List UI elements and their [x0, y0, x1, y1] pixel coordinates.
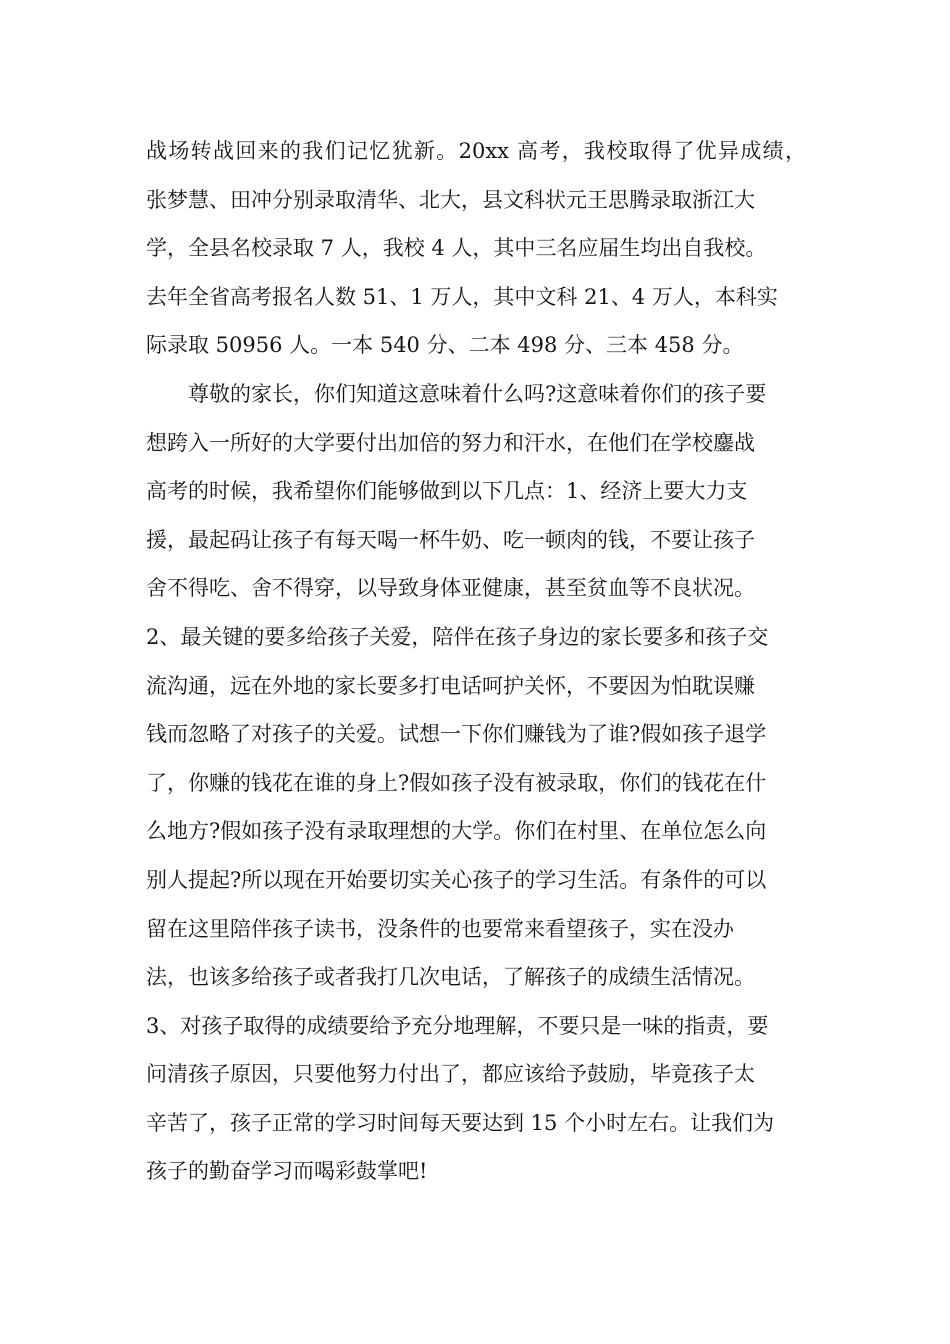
- text-line: 际录取 50956 人。一本 540 分、二本 498 分、三本 458 分。: [146, 333, 744, 358]
- text-line: 去年全省高考报名人数 51、1 万人，其中文科 21、4 万人，本科实: [146, 284, 778, 309]
- text-line: 尊敬的家长，你们知道这意味着什么吗?这意味着你们的孩子要: [146, 381, 767, 406]
- document-body: [146, 131, 806, 1200]
- text-line: 孩子的勤奋学习而喝彩鼓掌吧!: [146, 1159, 428, 1184]
- text-line: 想跨入一所好的大学要付出加倍的努力和汗水，在他们在学校鏖战: [146, 430, 755, 455]
- text-line: 高考的时候，我希望你们能够做到以下几点：1、经济上要大力支: [146, 479, 748, 504]
- text-line: 了，你赚的钱花在谁的身上?假如孩子没有被录取，你们的钱花在什: [146, 770, 767, 795]
- text-line: 张梦慧、田冲分别录取清华、北大，县文科状元王思腾录取浙江大: [146, 187, 755, 212]
- text-line: 法，也该多给孩子或者我打几次电话，了解孩子的成绩生活情况。: [146, 965, 755, 990]
- text-line: 援，最起码让孩子有每天喝一杯牛奶、吃一顿肉的钱，不要让孩子: [146, 527, 755, 552]
- text-line: 问清孩子原因，只要他努力付出了，都应该给予鼓励，毕竟孩子太: [146, 1062, 755, 1087]
- text-line: 舍不得吃、舍不得穿，以导致身体亚健康，甚至贫血等不良状况。: [146, 576, 755, 601]
- text-line: 辛苦了，孩子正常的学习时间每天要达到 15 个小时左右。让我们为: [146, 1110, 775, 1135]
- text-line: 2、最关键的要多给孩子关爱，陪伴在孩子身边的家长要多和孩子交: [146, 624, 769, 649]
- text-line: 3、对孩子取得的成绩要给予充分地理解，不要只是一味的指责，要: [146, 1013, 769, 1038]
- text-line: 留在这里陪伴孩子读书，没条件的也要常来看望孩子，实在没办: [146, 916, 734, 941]
- text-line: 别人提起?所以现在开始要切实关心孩子的学习生活。有条件的可以: [146, 867, 767, 892]
- text-line: 么地方?假如孩子没有录取理想的大学。你们在村里、在单位怎么向: [146, 819, 767, 844]
- text-line: 学，全县名校录取 7 人，我校 4 人，其中三名应届生均出自我校。: [146, 236, 767, 261]
- text-line: 流沟通，远在外地的家长要多打电话呵护关怀，不要因为怕耽误赚: [146, 673, 755, 698]
- text-line: 钱而忽略了对孩子的关爱。试想一下你们赚钱为了谁?假如孩子退学: [146, 722, 767, 747]
- text-line: 战场转战回来的我们记忆犹新。20xx 高考，我校取得了优异成绩，: [146, 139, 806, 163]
